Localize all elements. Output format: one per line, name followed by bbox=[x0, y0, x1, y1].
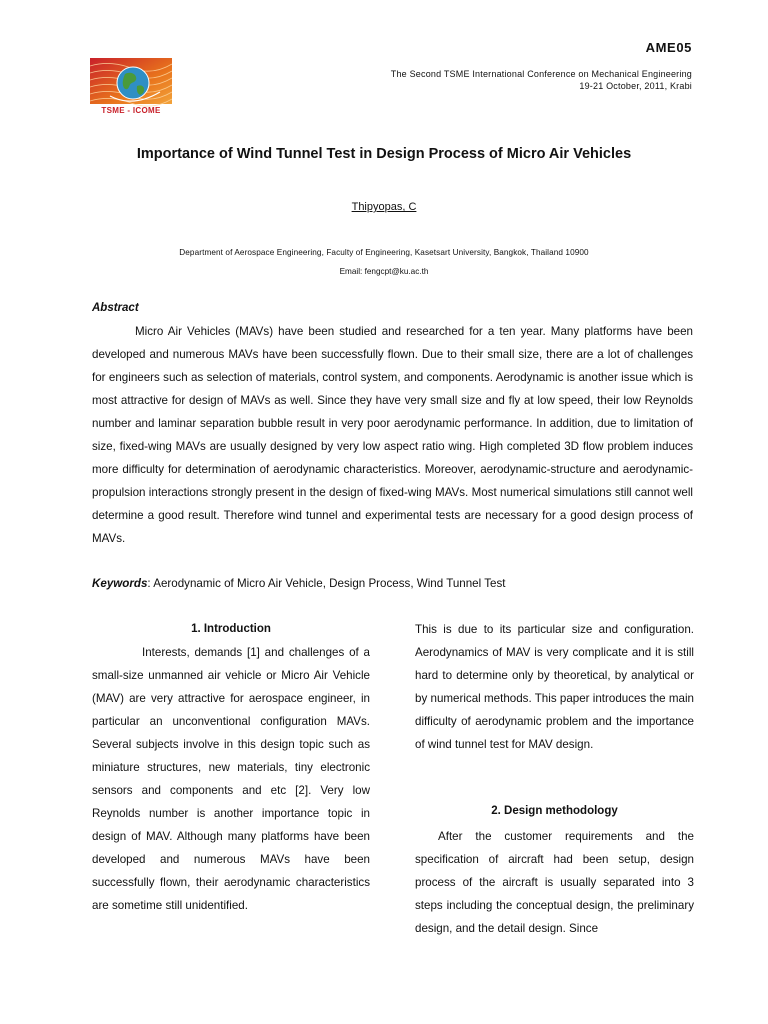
author-email: Email: fengcpt@ku.ac.th bbox=[339, 267, 429, 276]
introduction-text: Interests, demands [1] and challenges of a small-size unmanned air vehicle or Micro Air Vehicle (MAV) are very attractive for aerospace engineer, in particular an unconventional configuration MAVs. Several subjects involve in this design topic such as miniature structures, new materials, tiny electronic sensors and components and etc [2]. Very low Reynolds number is another importance topic in design of MAV. Although many platforms have been developed and numerous MAVs have been successfully flown, their aerodynamic characteristics are sometime still unidentified. bbox=[92, 646, 370, 912]
author-line bbox=[0, 201, 768, 213]
conference-date: 19-21 October, 2011, Krabi bbox=[579, 81, 692, 91]
design-methodology-heading: 2. Design methodology bbox=[491, 805, 618, 817]
introduction-heading: 1. Introduction bbox=[191, 623, 271, 635]
design-methodology-text: After the customer requirements and the specification of aircraft had been setup, design process of the aircraft is usually separated into 3 steps including the conceptual design, the preliminary design, and the detail design. Since bbox=[415, 830, 694, 935]
conference-name: The Second TSME International Conference on Mechanical Engineering bbox=[390, 69, 692, 79]
keywords-text: : Aerodynamic of Micro Air Vehicle, Design Process, Wind Tunnel Test bbox=[147, 577, 506, 590]
keywords-line bbox=[92, 572, 505, 595]
paper-code: AME05 bbox=[645, 40, 692, 55]
abstract-text: Micro Air Vehicles (MAVs) have been studied and researched for a ten year. Many platforms have been developed and numerous MAVs have been successfully flown. Due to their small size, there are a lot of challenges for engineers such as selection of materials, control system, and components. Aerodynamic is another issue which is most attractive for design of MAVs as well. Since they have very small size and fly at low speed, their low Reynolds number and laminar separation bubble result in very poor aerodynamic performance. In addition, due to limitation of size, fixed-wing MAVs are usually designed by very low aspect ratio wing. High completed 3D flow problem induces more difficulty for determination of aerodynamic characteristics. Moreover, aerodynamic-structure and aerodynamic-propulsion interactions strongly present in the design of fixed-wing MAVs. Most numerical simulations still cannot well determine a good result. Therefore wind tunnel and experimental tests are necessary for a good design process of MAVs. bbox=[92, 325, 693, 545]
affiliation: Department of Aerospace Engineering, Faculty of Engineering, Kasetsart University, Bangkok, Thailand 10900 bbox=[179, 248, 589, 257]
paper-title: Importance of Wind Tunnel Test in Design Process of Micro Air Vehicles bbox=[136, 146, 632, 162]
logo-caption: TSME - ICOME bbox=[101, 106, 161, 115]
keywords-label: Keywords bbox=[92, 577, 148, 590]
abstract-heading: Abstract bbox=[92, 302, 139, 314]
author-name: Thipyopas, C bbox=[351, 201, 417, 213]
conference-info bbox=[391, 68, 692, 92]
introduction-continued-text: This is due to its particular size and configuration. Aerodynamics of MAV is very complicate and it is still hard to determine only by theoretical, by analytical or by numerical methods. This paper introduces the main difficulty of aerodynamic problem and the importance of wind tunnel test for MAV design. bbox=[415, 623, 694, 751]
